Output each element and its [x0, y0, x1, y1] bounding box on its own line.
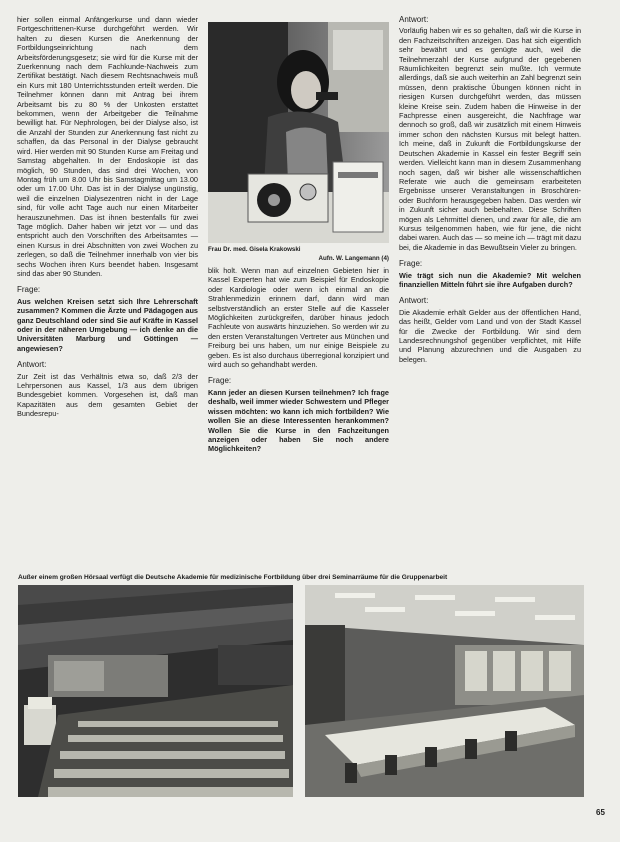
column-1-paragraph-2: Zur Zeit ist das Verhältnis etwa so, daß 2/3 der Lehrpersonen aus Kassel, 1/3 aus dem übrigen Bundesgebiet kommen. Vorgesehen ist, daß man Kapazitäten aus dem gesamten Gebiet der Bundesrepu- — [17, 371, 198, 419]
page-number: 65 — [596, 808, 605, 817]
question-label: Frage: — [399, 259, 423, 269]
question-text: Kann jeder an diesen Kursen teilnehmen? Ich frage deshalb, weil immer wieder Schwestern und Pfleger wissen möchten: wo kann ich mich fortbilden? Wie wollen Sie an diese Interessenten herankommen? Wollen Sie die Kurse in den Fachzeitungen anzeigen oder haben Sie noch andere Möglichkeiten? — [208, 387, 389, 454]
photo-caption-credit: Aufn. W. Langemann (4) — [318, 255, 389, 262]
seminar-room-photo — [305, 585, 584, 797]
lecture-hall-graphic — [18, 585, 293, 797]
column-3-paragraph-1: Vorläufig haben wir es so gehalten, daß wir die Kurse in den Fachzeitschriften anzeigen. Das hat sich eigentlich sehr bewährt und es genügte auch, weil die Teilnehmerzahl der Kurse aufgrund der gegebenen Räumlichkeiten begrenzt sein mußte. Ich vermute allerdings, daß sie auch weiterhin an Zahl begrenzt sein müssen, denn praktische Übungen können nicht in riesigen Kursen durchgeführt werden, das müssen kleine Kreise sein. Zudem haben die Hinweise in der Fachpresse einen ausgereicht, die Nachfrage war dennoch so groß, daß wir zusätzlich mit einem Hinweis immer schon den nächsten Kursus mit belegt hatten. Ich meine, daß in Zukunft die Fortbildungskurse der Deutschen Akademie in Kassel ein fester Begriff sein werden. Vielleicht kann man in diesem Zusammenhang noch sagen, daß wir bisher alle wissenschaftlichen Referate wie auch die gemeinsam erarbeiteten Ergebnisse unserer Veranstaltungen in Broschüren- oder Buchform herausgegeben haben. Das werden wir in Zukunft sicher auch beibehalten. Diese Schriften mögen als Lehrmittel dienen, und zwar für alle, die am Kursus teilgenommen haben, wie für jene, die nicht dabei waren. Auch das — so meine ich — trägt mit dazu bei, die Akademie in das Bewußtsein Vieler zu bringen. — [399, 26, 581, 252]
question-text: Aus welchen Kreisen setzt sich Ihre Lehrerschaft zusammen? Kommen die Ärzte und Pädagogen aus ganz Deutschland oder sind Sie auf Kräfte in Kassel oder in der näheren Umgebung — ich denke an die Universitäten Marburg und Göttingen — angewiesen? — [17, 296, 198, 353]
question-label: Frage: — [208, 376, 232, 386]
lecture-hall-caption: Außer einem großen Hörsaal verfügt die Deutsche Akademie für medizinische Fortbildung über drei Seminarräume für die Gruppenarbeit — [18, 574, 448, 581]
column-1-paragraph-1: hier sollen einmal Anfängerkurse und dann wieder Fortgeschrittenen-Kurse durchgeführt werden. Wir halten zu diesen Kursen die Anerkennung der Fortbildungseinrichtung nach dem Arbeitsförderungsgesetz; sie wird für die Kurse mit der Zuerkennung nach dem Fachkunde-Nachweis zum Zertifikat bestätigt. Nach diesem Rechtsnachweis muß ein Kurs mit 180 Unterrichtsstunden erteilt werden. Die Teilnehmer können dann mit Antrag bei ihrem Arbeitsamt bis zu 80 % der Unkosten erstattet bekommen, wenn der Arbeitgeber die Teilnahme bewilligt hat. Für Nephrologen, bei der Dialyse also, ist die Anzahl der Stunden zur Anerkennung fast nicht zu schaffen, da das Personal in der Dialyse gebraucht wird. Hier werden mit 90 Stunden Kurse am Freitag und Samstag abgehalten. In der Endoskopie ist das möglich, 90 Stunden, das sind drei Wochen, von Montag früh um 8.00 Uhr bis Samstagmittag um 13.00 oder um 17.00 Uhr. Das ist in der Dialyse ungünstig, weil die einzelnen Dialysezentren nicht in der Lage sind, für volle acht Tage auch nur einen Mitarbeiter herauszunehmen. Das ist ihnen bestenfalls für zwei Tage möglich. Daher haben wir jetzt vor — und das entspricht auch den Vorschriften des Arbeitsamtes — einen Kursus in drei Abschnitten von zwei Wochen zu zerlegen, so daß die Teilnehmer innerhalb von vier bis sechs Wochen ihren Kurs beendet haben. Insgesamt sind das aber 90 Stunden. — [17, 15, 198, 278]
question-text: Wie trägt sich nun die Akademie? Mit welchen finanziellen Mitteln führt sie ihre Aufgaben durch? — [399, 270, 581, 289]
photo-caption-name: Frau Dr. med. Gisela Krakowski — [208, 246, 301, 253]
seminar-room-graphic — [305, 585, 584, 797]
portrait-photo-graphic — [208, 22, 389, 243]
answer-label: Antwort: — [399, 296, 429, 306]
column-2 — [208, 266, 389, 454]
portrait-photo — [208, 22, 389, 243]
column-3 — [399, 15, 581, 364]
answer-label: Antwort: — [399, 15, 429, 24]
answer-label: Antwort: — [17, 360, 47, 370]
column-1 — [17, 15, 198, 419]
column-2-paragraph-1: blik holt. Wenn man auf einzelnen Gebieten hier in Kassel Experten hat wie zum Beispiel für Endoskopie oder Kardiologie oder wenn ich einmal an die Strahlenmedizin erinnern darf, dann wird man selbstverständlich an erster Stelle auf die Kasseler Möglichkeiten zurückgreifen, darüber hinaus jedoch Fachleute von auswärts hinzuziehen. So werden wir zu den ersten Veranstaltungen Vertreter aus München und Freiburg bei uns haben, um nur einige Beispiele zu geben. Es ist also durchaus überregional konzipiert und wird auch so gehandhabt werden. — [208, 266, 389, 370]
lecture-hall-photo — [18, 585, 293, 797]
column-3-paragraph-2: Die Akademie erhält Gelder aus der öffentlichen Hand, das heißt, Gelder vom Land und von der Stadt Kassel für die Zwecke der Fortbildung. Wir sind dem Landesrechnungshof gegenüber verpflichtet, mit Hilfe und Planung abzurechnen und die Ausgaben zu belegen. — [399, 307, 581, 364]
question-label: Frage: — [17, 285, 41, 295]
